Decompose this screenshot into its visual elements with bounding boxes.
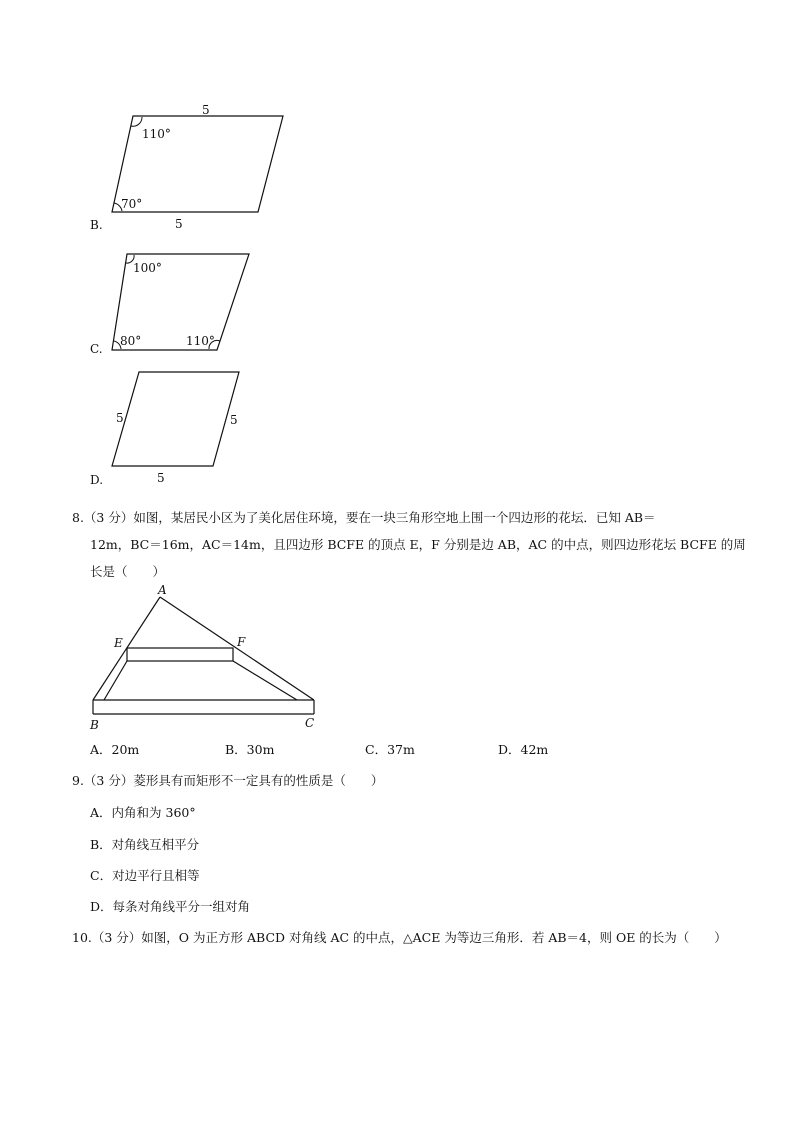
- q8-option-c[interactable]: C．37m: [365, 742, 415, 757]
- fig-b-angle-top: 110°: [142, 127, 171, 141]
- fig-b-bottom-side: 5: [175, 217, 183, 231]
- bed-inner-left: [104, 661, 127, 700]
- fig-c-angle-top: 100°: [133, 261, 162, 275]
- q8-line-1: 8.（3 分）如图，某居民小区为了美化居住环境，要在一块三角形空地上围一个四边形的花坛．已知 AB＝: [72, 510, 656, 525]
- fig-c-angle-bottom-left: 80°: [120, 334, 142, 348]
- label-b: B: [90, 718, 99, 732]
- fig-b-top-side: 5: [202, 103, 210, 117]
- fig-c-option-label: C.: [90, 342, 103, 356]
- q8-line-2: 12m，BC＝16m，AC＝14m，且四边形 BCFE 的顶点 E，F 分别是边 AB，AC 的中点，则四边形花坛 BCFE 的周: [90, 537, 746, 552]
- q9-option-c[interactable]: C．对边平行且相等: [90, 868, 200, 883]
- q9-stem: 9.（3 分）菱形具有而矩形不一定具有的性质是（ ）: [72, 773, 384, 788]
- fig-b-option-label: B.: [90, 218, 103, 232]
- q9-option-d[interactable]: D．每条对角线平分一组对角: [90, 899, 251, 914]
- label-c: C: [305, 716, 315, 730]
- label-f: F: [237, 635, 246, 649]
- q8-option-d[interactable]: D．42m: [498, 742, 549, 757]
- label-e: E: [114, 636, 123, 650]
- q9-option-b[interactable]: B．对角线互相平分: [90, 837, 200, 852]
- fig-d-option-label: D.: [90, 473, 104, 487]
- fig-b-angle-bottom: 70°: [121, 197, 143, 211]
- q8-line-3: 长是（ ）: [90, 564, 166, 579]
- fig-d-right-side: 5: [230, 413, 238, 427]
- fig-c-angle-bottom-right: 110°: [186, 334, 215, 348]
- q9-option-a[interactable]: A．内角和为 360°: [90, 805, 196, 820]
- q8-option-a[interactable]: A．20m: [90, 742, 140, 757]
- bed-ef-bar: [127, 648, 233, 661]
- fig-d-bottom-side: 5: [157, 471, 165, 485]
- q8-option-b[interactable]: B．30m: [225, 742, 275, 757]
- label-a: A: [158, 583, 167, 597]
- fig-d-left-side: 5: [116, 411, 124, 425]
- q10-stem: 10.（3 分）如图，O 为正方形 ABCD 对角线 AC 的中点，△ACE 为等边三角形．若 AB＝4，则 OE 的长为（ ）: [72, 930, 727, 945]
